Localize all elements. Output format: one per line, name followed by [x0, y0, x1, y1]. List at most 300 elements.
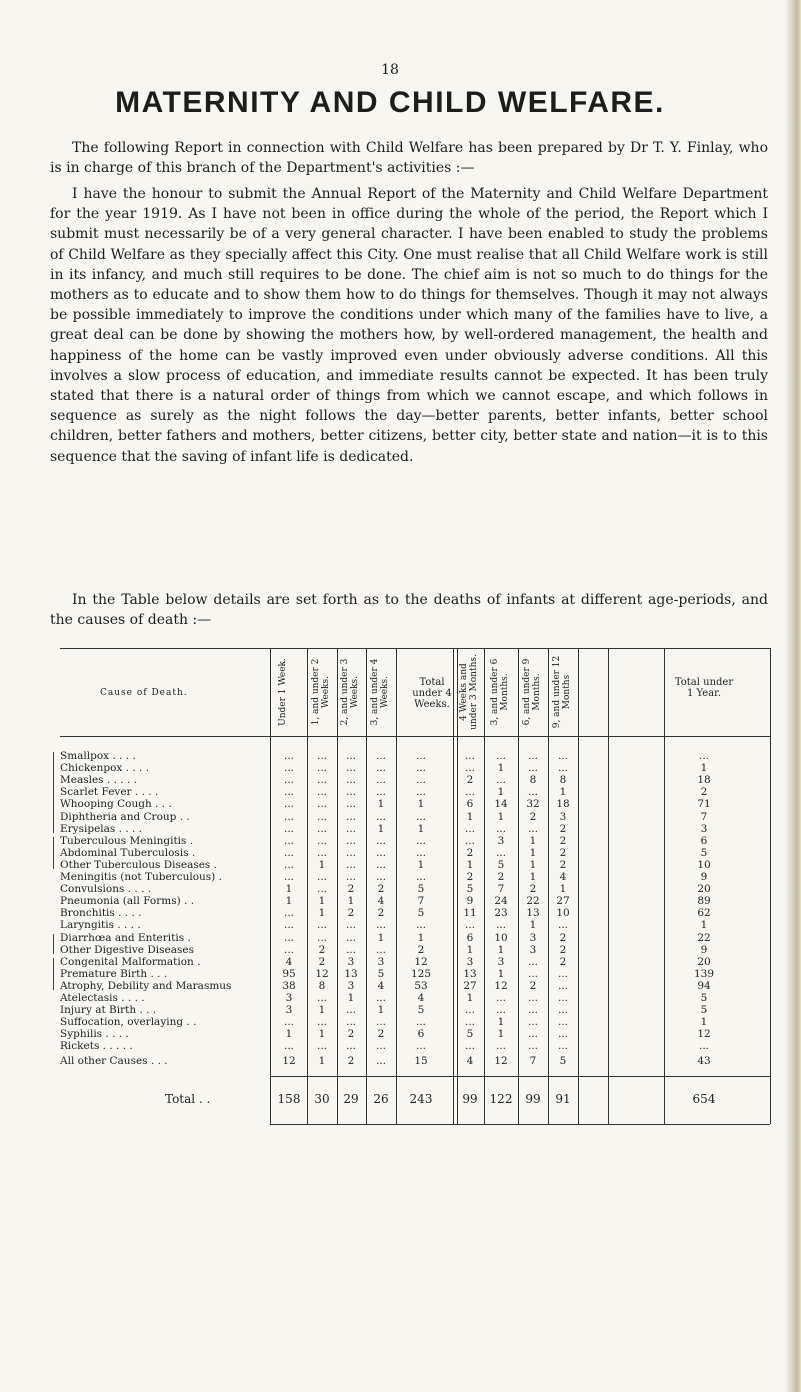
table-cell: 1	[285, 883, 293, 896]
table-cell: 1	[497, 1028, 505, 1041]
table-cell: 1	[466, 810, 474, 823]
table-cell: ...	[464, 786, 475, 799]
table-cell: ...	[316, 750, 327, 762]
table-cell: ...	[375, 750, 386, 762]
table-cell: ...	[495, 750, 506, 762]
table-cell: 1	[318, 858, 326, 871]
total-top-rule	[270, 1076, 770, 1077]
table-cell: 3	[466, 955, 474, 968]
table-cell: 1	[466, 943, 474, 956]
table-cell: ...	[464, 822, 475, 835]
table-cell: ...	[283, 858, 294, 871]
report-paragraph: I have the honour to submit the Annual Report of the Maternity and Child Welfare Department for the year 1919. As I have not been in office during the whole of the period, the Report which I submit must necessarily be of a very general character. I have been enabled to study the problems of Child Welfare as they specially affect this City. One must realise that all Child Welfare work is still in its infancy, and much still requires to be done. The chief aim is not so much to do things for the mothers as to educate and to show them how to do things for themselves. Though it may not always be possible immediately to improve the conditions under which many of the families have to live, a great deal can be done by showing the mothers how, by well-ordered management, the health and happiness of the home can be vastly improved even under obviously adverse conditions. All this involves a slow process of education, and immediate results cannot be expected. It has been truly stated that there is a natural order of things from which we cannot escape, and which follows in sequence as surely as the night follows the day—better parents, better infants, better school children, better fathers and mothers, better citizens, better city, better state and nation—it is to this sequence that the saving of infant life is dedicated.	[50, 186, 768, 465]
table-cell: 5	[466, 1028, 474, 1041]
cause-label: Scarlet Fever . . . .	[60, 786, 159, 799]
table-cell: 2	[347, 883, 355, 896]
table-cell: ...	[283, 762, 294, 775]
table-cell: ...	[316, 992, 327, 1004]
table-cell: 125	[410, 967, 432, 980]
table-cell: ...	[345, 786, 356, 799]
table-cell: 2	[559, 931, 567, 944]
table-cell: 3	[700, 822, 708, 835]
table-cell: 2	[529, 883, 537, 896]
table-cell: 3	[559, 810, 567, 823]
column-divider	[270, 648, 271, 1124]
table-cell: ...	[527, 822, 538, 835]
table-cell: ...	[557, 979, 568, 992]
table-cell: ...	[345, 822, 356, 835]
table-cell: 2	[529, 979, 537, 992]
table-cell: 1	[318, 907, 326, 920]
column-header: 3, and under 4 Weeks.	[370, 658, 390, 726]
table-cell: ...	[375, 774, 386, 787]
table-cell: 3	[377, 955, 385, 968]
table-cell: ...	[527, 786, 538, 799]
table-cell: 1	[377, 798, 385, 811]
table-cell: 4	[559, 871, 567, 883]
group-brace	[53, 837, 54, 869]
table-cell: ...	[316, 919, 327, 932]
table-cell: ...	[283, 907, 294, 920]
table-cell: ...	[283, 1040, 294, 1053]
table-cell: 1	[529, 871, 537, 883]
total-cell: 91	[555, 1092, 571, 1106]
group-brace	[53, 934, 54, 954]
table-cell: ...	[464, 750, 475, 762]
table-cell: 32	[526, 798, 540, 811]
table-cell: ...	[698, 1040, 709, 1053]
table-cell: 1	[347, 992, 355, 1004]
table-cell: 2	[466, 846, 474, 859]
cause-label: Syphilis . . . .	[60, 1028, 129, 1041]
table-cell: 1	[417, 858, 425, 871]
table-cell: 12	[282, 1054, 296, 1067]
table-cell: 20	[697, 955, 711, 968]
cause-label: Atrophy, Debility and Marasmus	[60, 979, 232, 992]
table-cell: 8	[529, 774, 537, 787]
table-cell: ...	[375, 858, 386, 871]
table-cell: 3	[529, 931, 537, 944]
table-cell: 2	[559, 858, 567, 871]
table-cell: 24	[494, 895, 508, 908]
cause-label: Whooping Cough . . .	[60, 798, 172, 811]
table-cell: ...	[375, 919, 386, 932]
table-cell: 1	[497, 943, 505, 956]
table-cell: 38	[282, 979, 296, 992]
table-cell: 1	[318, 895, 326, 908]
table-cell: ...	[345, 943, 356, 956]
table-cell: 2	[466, 774, 474, 787]
table-cell: 2	[559, 834, 567, 847]
page-edge-shadow	[785, 0, 801, 1392]
column-header: Total under 4 Weeks.	[412, 677, 452, 710]
cause-label: Diarrhœa and Enteritis .	[60, 931, 191, 944]
table-cell: 89	[697, 895, 711, 908]
table-cell: ...	[415, 1040, 426, 1053]
table-cell: 1	[497, 786, 505, 799]
table-cell: ...	[557, 1016, 568, 1029]
total-cell: 122	[489, 1092, 513, 1106]
table-cell: ...	[464, 834, 475, 847]
column-divider	[608, 648, 609, 1124]
table-cell: ...	[283, 834, 294, 847]
table-cell: 2	[559, 822, 567, 835]
table-cell: ...	[464, 1016, 475, 1029]
table-cell: ...	[557, 919, 568, 932]
cause-label: Laryngitis . . . .	[60, 919, 141, 932]
group-brace	[53, 958, 54, 990]
table-cell: 4	[377, 979, 385, 992]
column-header: 1, and under 2 Weeks.	[311, 658, 331, 726]
table-cell: ...	[495, 774, 506, 787]
table-cell: 3	[347, 979, 355, 992]
table-cell: ...	[316, 762, 327, 775]
table-cell: ...	[316, 774, 327, 787]
table-cell: 2	[417, 943, 425, 956]
table-cell: ...	[464, 919, 475, 932]
table-cell: ...	[527, 1028, 538, 1041]
table-cell: 53	[414, 979, 428, 992]
table-cell: 3	[347, 955, 355, 968]
column-divider	[770, 648, 771, 1124]
table-cell: 14	[494, 798, 508, 811]
column-divider	[664, 648, 665, 1124]
table-cell: ...	[283, 931, 294, 944]
table-cell: 3	[497, 955, 505, 968]
total-cell: 99	[525, 1092, 541, 1106]
table-cell: 6	[466, 798, 474, 811]
table-cell: 9	[700, 871, 708, 883]
table-cell: ...	[415, 762, 426, 775]
table-cell: 22	[697, 931, 711, 944]
table-cell: ...	[316, 883, 327, 896]
table-cell: 4	[285, 955, 293, 968]
table-cell: 2	[318, 943, 326, 956]
table-cell: ...	[375, 871, 386, 883]
cause-of-death-header: Cause of Death.	[100, 688, 188, 698]
table-cell: 1	[497, 762, 505, 775]
table-cell: 1	[700, 762, 708, 775]
table-cell: ...	[557, 992, 568, 1004]
table-cell: 1	[377, 1004, 385, 1017]
table-cell: 5	[497, 858, 505, 871]
table-cell: 8	[318, 979, 326, 992]
table-cell: 4	[466, 1054, 474, 1067]
table-cell: 1	[377, 931, 385, 944]
table-cell: 2	[700, 786, 708, 799]
table-cell: 5	[417, 883, 425, 896]
table-cell: 2	[347, 907, 355, 920]
table-cell: 6	[700, 834, 708, 847]
table-cell: ...	[375, 810, 386, 823]
table-cell: ...	[283, 798, 294, 811]
cause-label: Smallpox . . . .	[60, 750, 136, 762]
table-cell: ...	[557, 1040, 568, 1053]
total-label: Total . .	[165, 1092, 211, 1106]
table-cell: ...	[345, 834, 356, 847]
table-cell: 7	[417, 895, 425, 908]
table-cell: ...	[375, 1016, 386, 1029]
table-cell: ...	[375, 834, 386, 847]
table-cell: ...	[415, 919, 426, 932]
table-cell: ...	[495, 846, 506, 859]
table-cell: ...	[316, 798, 327, 811]
table-cell: ...	[345, 1040, 356, 1053]
table-cell: ...	[316, 871, 327, 883]
table-cell: 1	[417, 822, 425, 835]
cause-label: Measles . . . . .	[60, 774, 137, 787]
table-cell: ...	[415, 810, 426, 823]
table-cell: ...	[375, 762, 386, 775]
column-header: 6, and under 9 Months.	[522, 658, 542, 726]
cause-label: Rickets . . . . .	[60, 1040, 133, 1053]
table-cell: ...	[283, 919, 294, 932]
table-cell: 13	[463, 967, 477, 980]
table-cell: ...	[375, 786, 386, 799]
table-cell: ...	[316, 1040, 327, 1053]
table-cell: ...	[316, 1016, 327, 1029]
table-cell: ...	[345, 931, 356, 944]
cause-label: Tuberculous Meningitis .	[60, 834, 194, 847]
table-cell: ...	[527, 992, 538, 1004]
table-cell: ...	[375, 943, 386, 956]
table-cell: ...	[527, 750, 538, 762]
table-bottom-rule	[270, 1124, 770, 1125]
cause-label: Pneumonia (all Forms) . .	[60, 895, 195, 908]
table-cell: ...	[527, 1016, 538, 1029]
table-cell: ...	[283, 943, 294, 956]
table-cell: ...	[415, 786, 426, 799]
table-cell: 10	[494, 931, 508, 944]
table-cell: 5	[377, 967, 385, 980]
column-header: Under 1 Week.	[278, 658, 288, 726]
table-cell: 2	[377, 907, 385, 920]
table-cell: 20	[697, 883, 711, 896]
table-cell: 1	[529, 858, 537, 871]
table-cell: 18	[697, 774, 711, 787]
table-cell: ...	[345, 762, 356, 775]
table-cell: ...	[527, 955, 538, 968]
table-cell: ...	[345, 1004, 356, 1017]
table-cell: 1	[497, 967, 505, 980]
table-cell: ...	[345, 846, 356, 859]
table-cell: 1	[318, 1004, 326, 1017]
cause-label: Suffocation, overlaying . .	[60, 1016, 197, 1029]
table-cell: 4	[377, 895, 385, 908]
table-cell: 5	[700, 846, 708, 859]
table-cell: 95	[282, 967, 296, 980]
table-cell: ...	[557, 762, 568, 775]
table-cell: ...	[698, 750, 709, 762]
table-cell: 2	[347, 1028, 355, 1041]
column-header: 4 Weeks and under 3 Months.	[459, 654, 479, 730]
table-cell: ...	[415, 1016, 426, 1029]
table-cell: 1	[347, 895, 355, 908]
table-cell: 43	[697, 1054, 711, 1067]
table-cell: ...	[375, 1040, 386, 1053]
table-cell: ...	[557, 967, 568, 980]
table-cell: ...	[283, 786, 294, 799]
table-cell: 1	[466, 992, 474, 1004]
total-cell: 158	[277, 1092, 301, 1106]
table-cell: 5	[417, 1004, 425, 1017]
table-cell: 1	[559, 883, 567, 896]
table-cell: 5	[700, 992, 708, 1004]
table-cell: 1	[285, 1028, 293, 1041]
table-cell: ...	[345, 871, 356, 883]
table-cell: 2	[377, 1028, 385, 1041]
intro-paragraph: The following Report in connection with Child Welfare has been prepared by Dr T. Y. Finlay, who is in charge of this branch of the Department's activities :—	[50, 140, 768, 176]
table-cell: ...	[316, 822, 327, 835]
table-cell: 3	[497, 834, 505, 847]
table-cell: ...	[495, 1040, 506, 1053]
table-cell: ...	[557, 1004, 568, 1017]
table-cell: 62	[697, 907, 711, 920]
table-cell: ...	[464, 1004, 475, 1017]
table-cell: ...	[316, 810, 327, 823]
cause-label: Abdominal Tuberculosis .	[60, 846, 196, 859]
cause-label: All other Causes . . .	[60, 1054, 168, 1067]
table-cell: 1	[700, 919, 708, 932]
table-cell: ...	[316, 786, 327, 799]
table-cell: ...	[345, 858, 356, 871]
cause-label: Chickenpox . . . .	[60, 762, 150, 775]
table-cell: 2	[318, 955, 326, 968]
table-cell: ...	[495, 992, 506, 1004]
table-cell: ...	[283, 846, 294, 859]
table-cell: 5	[700, 1004, 708, 1017]
table-cell: ...	[527, 1004, 538, 1017]
table-cell: 13	[344, 967, 358, 980]
table-cell: ...	[283, 871, 294, 883]
table-cell: 11	[463, 907, 477, 920]
cause-label: Premature Birth . . .	[60, 967, 168, 980]
table-cell: 27	[463, 979, 477, 992]
table-cell: ...	[415, 834, 426, 847]
table-cell: 1	[497, 1016, 505, 1029]
table-cell: ...	[375, 992, 386, 1004]
table-cell: ...	[283, 810, 294, 823]
table-cell: ...	[415, 871, 426, 883]
table-cell: 3	[285, 1004, 293, 1017]
table-cell: 7	[700, 810, 708, 823]
table-cell: 1	[559, 786, 567, 799]
cause-label: Erysipelas . . . .	[60, 822, 143, 835]
table-cell: ...	[345, 1016, 356, 1029]
table-cell: 23	[494, 907, 508, 920]
cause-label: Convulsions . . . .	[60, 883, 152, 896]
table-cell: 1	[529, 919, 537, 932]
table-cell: 1	[417, 798, 425, 811]
total-cell: 99	[462, 1092, 478, 1106]
table-cell: 3	[529, 943, 537, 956]
table-cell: 71	[697, 798, 711, 811]
table-cell: ...	[495, 822, 506, 835]
table-cell: 6	[417, 1028, 425, 1041]
table-cell: 27	[556, 895, 570, 908]
table-cell: ...	[527, 967, 538, 980]
table-cell: 2	[466, 871, 474, 883]
table-cell: 5	[466, 883, 474, 896]
table-cell: ...	[345, 774, 356, 787]
table-cell: ...	[316, 846, 327, 859]
total-cell: 243	[409, 1092, 433, 1106]
cause-label: Meningitis (not Tuberculous) .	[60, 871, 222, 883]
table-cell: ...	[495, 1004, 506, 1017]
table-cell: 22	[526, 895, 540, 908]
table-cell: 1	[318, 1028, 326, 1041]
table-cell: ...	[345, 750, 356, 762]
column-divider	[578, 648, 579, 1124]
table-cell: ...	[415, 774, 426, 787]
table-cell: 18	[556, 798, 570, 811]
table-cell: 12	[414, 955, 428, 968]
cause-label: Atelectasis . . . .	[60, 992, 145, 1004]
table-cell: 1	[318, 1054, 326, 1067]
table-cell: ...	[316, 931, 327, 944]
table-cell: 12	[697, 1028, 711, 1041]
table-cell: ...	[527, 1040, 538, 1053]
table-cell: 15	[414, 1054, 428, 1067]
total-cell: 29	[343, 1092, 359, 1106]
cause-label: Diphtheria and Croup . .	[60, 810, 190, 823]
column-divider	[453, 648, 454, 1124]
table-cell: 4	[417, 992, 425, 1004]
table-cell: 2	[559, 943, 567, 956]
table-cell: ...	[557, 1028, 568, 1041]
table-cell: 9	[700, 943, 708, 956]
table-intro-paragraph: In the Table below details are set forth as to the deaths of infants at different age-periods, and the causes of death :—	[50, 592, 768, 628]
table-cell: ...	[495, 919, 506, 932]
table-cell: ...	[415, 750, 426, 762]
table-cell: ...	[283, 750, 294, 762]
table-cell: 10	[556, 907, 570, 920]
table-cell: 13	[526, 907, 540, 920]
table-cell: ...	[527, 762, 538, 775]
total-cell: 30	[314, 1092, 330, 1106]
table-cell: 1	[700, 1016, 708, 1029]
table-cell: 2	[559, 846, 567, 859]
table-cell: ...	[345, 798, 356, 811]
table-cell: 2	[377, 883, 385, 896]
table-cell: ...	[557, 750, 568, 762]
total-cell: 26	[373, 1092, 389, 1106]
table-cell: ...	[375, 846, 386, 859]
table-cell: 1	[285, 895, 293, 908]
table-cell: 2	[497, 871, 505, 883]
table-cell: 1	[529, 846, 537, 859]
column-header: 3, and under 6 Months.	[490, 658, 510, 726]
cause-label: Other Tuberculous Diseases .	[60, 858, 217, 871]
column-header: 9, and under 12 Months	[552, 655, 572, 729]
cause-label: Injury at Birth . . .	[60, 1004, 157, 1017]
table-cell: ...	[283, 774, 294, 787]
table-cell: 94	[697, 979, 711, 992]
table-cell: 3	[285, 992, 293, 1004]
table-cell: 9	[466, 895, 474, 908]
cause-label: Bronchitis . . . .	[60, 907, 142, 920]
column-header: 2, and under 3 Weeks.	[340, 658, 360, 726]
table-cell: 7	[497, 883, 505, 896]
group-brace	[53, 752, 54, 833]
table-cell: 2	[347, 1054, 355, 1067]
table-cell: ...	[316, 834, 327, 847]
total-cell: 654	[692, 1092, 716, 1106]
table-cell: ...	[464, 1040, 475, 1053]
table-cell: 2	[529, 810, 537, 823]
table-cell: 1	[377, 822, 385, 835]
table-cell: ...	[345, 810, 356, 823]
